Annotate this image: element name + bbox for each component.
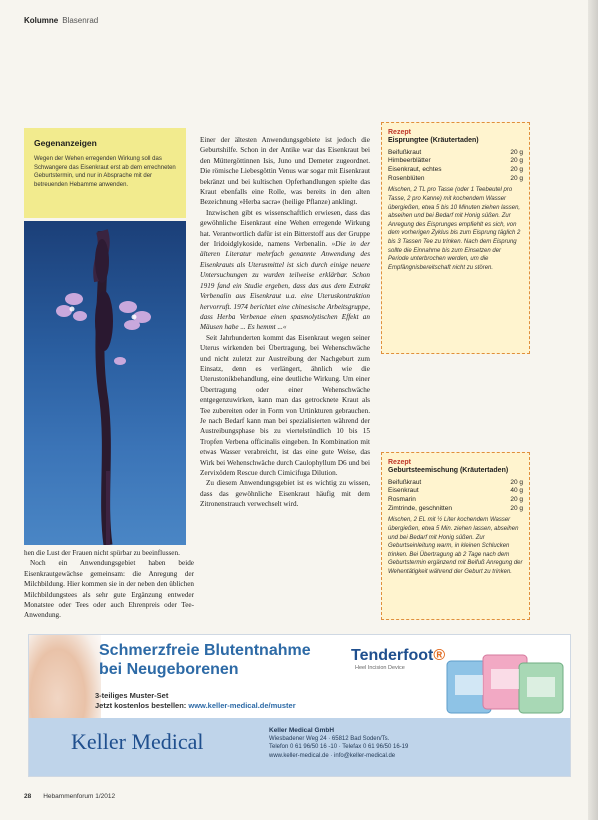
middle-paragraph-4: Zu diesem Anwendungsgebiet ist es wichtig zu wissen, dass das gewöhnliche Eisenkraut häufig mit dem Zitronenstrauch verwechselt wird. <box>200 479 370 509</box>
ingredient-name: Eisenkraut, echtes <box>388 165 442 173</box>
middle-paragraph-2 <box>200 208 370 333</box>
header-section: Blasenrad <box>62 16 99 25</box>
ingredient-qty: 20 g <box>510 174 523 182</box>
company-phone: Telefon 0 61 96/50 16 -10 · Telefax 0 61 96/50 16-19 <box>269 744 409 751</box>
ingredient-qty: 20 g <box>510 165 523 173</box>
contraindications-text: Wegen der Wehen erregenden Wirkung soll das Schwangere das Eisenkraut erst ab dem errechneten Geburtstermin, und nur in Absprache mit der betreuenden Hebamme anwenden. <box>34 156 176 188</box>
recipe-note: Mischen, 2 EL mit ½ Liter kochendem Wasser übergießen, etwa 5 Min. ziehen lassen, abseihen und bei Bedarf mit Honig süßen. Zur Geburtseinleitung warm, in kleinen Schlucken trinken. Bei Übertragung ab 2 Tage nach dem Geburtstermin ergänzend mit Beifuß Anregung der Wehentätigkeit während der Geburt zu trinken. <box>388 517 523 575</box>
ingredient-name: Zimtrinde, geschnitten <box>388 504 452 512</box>
left-paragraph-2: Noch ein Anwendungsgebiet haben beide Eisenkrautgewächse gemeinsam: die Anregung der Milchbildung. Hier kommen sie in der neben den üblichen Milchbildungstees als sehr gute Ergänzung entweder Monatstee oder Tees oder auch Ehrenpreis oder Tee-Anwendung. <box>24 559 194 620</box>
ingredient-name: Beifußkraut <box>388 478 422 486</box>
ingredient-row <box>388 478 523 487</box>
middle-paragraph-1: Einer der ältesten Anwendungsgebiete ist jedoch die Geburtshilfe. Schon in der Antike war das Eisenkraut bei den Müttergöttinnen Isis, Juno und Demeter zugeordnet. Die römische Liebesgöttin Venus war sogar mit Eisenkraut bekränzt und bei kultischen Opferhandlungen spielte das Kraut ebenfalls eine Rolle, was bereits in den alten Bezeichnung »Herba sacra« (heilige Pflanze) anklingt. <box>200 136 370 207</box>
recipe-note: Mischen, 2 TL pro Tasse (oder 1 Teebeutel pro Tasse, 2 pro Kanne) mit kochendem Wasser übergießen, etwa 5 bis 10 Minuten ziehen lassen, abseihen und bei Bedarf mit Honig süßen. Zur Anregung des Eisprunges empfiehlt es sich, von dem vorherigen Zyklus bis zum Eisprung täglich 2 bis 3 Tassen Tee zu trinken. Nach dem Eisprung sollte die Einnahme bis zum Einsetzen der Periode unterbrochen werden, um die Empfängnisbereitschaft nicht zu stören. <box>388 187 521 271</box>
page-edge-shadow <box>588 0 598 820</box>
recipe-tag: Rezept <box>388 129 411 136</box>
page-header <box>24 16 98 25</box>
ingredient-row <box>388 487 523 496</box>
verbena-flower-illustration <box>24 221 186 545</box>
middle-italic-quote: »Die in der älteren Literatur mehrfach genannte Anwendung des Eisenkrauts als Uterusmittel ist sich durch einige neuere Untersuchungen zu wurden teilweise erklärbar. Schon 1919 fand ein Studie ergeben, dass das aus dem Extrakt Verbenalin aus Eisenkraut u.a. eine Uteruskontraktion hervorruft. 1974 berichtet eine chinesische Arbeitsgruppe, dass Herba Verbenae einen spasmolytischen Effekt an Mäusen habe ... Es hemmt ...« <box>200 240 370 332</box>
recipe-title: Geburtsteemischung (Kräutertaden) <box>388 467 509 474</box>
tenderfoot-wordmark <box>351 647 445 665</box>
recipe-ingredients <box>388 148 523 182</box>
contraindications-box <box>24 128 186 218</box>
left-column-text <box>24 548 194 621</box>
tenderfoot-logo <box>351 647 445 671</box>
ingredient-row <box>388 165 523 174</box>
product-boxes-image <box>443 645 567 717</box>
ingredient-name: Beifußkraut <box>388 148 422 156</box>
ingredient-name: Rosmarin <box>388 495 416 503</box>
page-footer <box>24 793 115 800</box>
recipe-box-ovulation-tea <box>381 122 530 354</box>
ingredient-qty: 20 g <box>510 495 523 503</box>
ingredient-qty: 20 g <box>510 478 523 486</box>
ingredient-qty: 20 g <box>510 148 523 156</box>
ingredient-row <box>388 174 523 183</box>
ad-sample-offer <box>95 691 296 711</box>
publication-name: Hebammenforum 1/2012 <box>43 793 116 800</box>
contraindications-title: Gegenanzeigen <box>34 138 97 148</box>
middle-column-text <box>200 135 370 510</box>
keller-contact-info <box>269 727 408 760</box>
tenderfoot-mark-icon: ® <box>433 647 446 664</box>
ad-headline-line-2: bei Neugeborenen <box>99 661 239 678</box>
tenderfoot-name: Tenderfoot <box>351 647 434 664</box>
ingredient-qty: 40 g <box>510 487 523 495</box>
ad-headline <box>99 641 311 679</box>
company-name <box>269 727 408 735</box>
ad-sample-cta-text: Jetzt kostenlos bestellen: <box>95 701 187 710</box>
recipe-box-birth-tea <box>381 452 530 620</box>
ingredient-row <box>388 495 523 504</box>
ingredient-qty: 20 g <box>510 504 523 512</box>
recipe-tag: Rezept <box>388 459 411 466</box>
ingredient-row <box>388 157 523 166</box>
recipe-ingredients <box>388 478 523 512</box>
ingredient-name: Eisenkraut <box>388 487 419 495</box>
ingredient-row <box>388 148 523 157</box>
company-name-text: Keller Medical GmbH <box>269 727 335 734</box>
page-number: 28 <box>24 793 32 800</box>
ingredient-qty: 20 g <box>510 157 523 165</box>
ingredient-name: Himbeerblätter <box>388 157 431 165</box>
recipe-title: Eisprungtee (Kräutertaden) <box>388 137 479 144</box>
left-paragraph-1: hen die Lust der Frauen nicht spürbar zu beeinflussen. <box>24 549 180 557</box>
ingredient-row <box>388 504 523 513</box>
ad-headline-line-1: Schmerzfreie Blutentnahme <box>99 642 311 659</box>
tenderfoot-subtitle: Heel Incision Device <box>355 665 405 671</box>
middle-paragraph-2-text: Inzwischen gibt es wissenschaftlich erwiesen, dass das gewöhnliche Eisenkraut eine Wehen erregende Wirkung hat. Verantwortlich dafür ist ein Bitterstoff aus der Gruppe der Iridoidglykoside, namens Verbenalin. <box>200 208 370 249</box>
company-address: Wiesbadener Weg 24 · 65812 Bad Soden/Ts. <box>269 736 390 743</box>
ad-sample-cta <box>95 701 296 711</box>
company-web[interactable]: www.keller-medical.de · info@keller-medical.de <box>269 752 396 759</box>
verbena-photo <box>24 221 186 545</box>
keller-medical-advertisement[interactable] <box>28 634 571 777</box>
ingredient-name: Rosenblüten <box>388 174 425 182</box>
ad-sample-link[interactable]: www.keller-medical.de/muster <box>188 701 296 710</box>
middle-paragraph-3: Seit Jahrhunderten kommt das Eisenkraut wegen seiner Uterus wirkenden bei Übertragung, bei Wehenschwäche und nicht zuletzt zur Austreibung der Nachgeburt zum Einsatz, denn es verlängert, ähnlich wie die Uterustonikbehandlung, eine deutliche Wirkung. Um einer Übertragung oder einer Wehenschwäche entgegenzuwirken, kann man das getrocknete Kraut als Tee zubereiten oder in Form von Urtinkturen gebrauchen. Je nach Bedarf kann man bei spezialisierten während der Austreibungsphase bis zu viertelstündlich 10 bis 15 Tropfen Verbena officinalis eingeben. In Kombination mit etwas Wasser verabreicht, ist das eine gute Weise, das Wirk bei Wehenschwäche durch Caulophyllum D6 und bei Zervixödem Rescue durch Cimicifuga Dilution. <box>200 333 370 477</box>
keller-medical-logo: Keller Medical <box>71 729 204 754</box>
ad-sample-title: 3-teiliges Muster-Set <box>95 691 169 700</box>
header-label: Kolumne <box>24 16 59 25</box>
